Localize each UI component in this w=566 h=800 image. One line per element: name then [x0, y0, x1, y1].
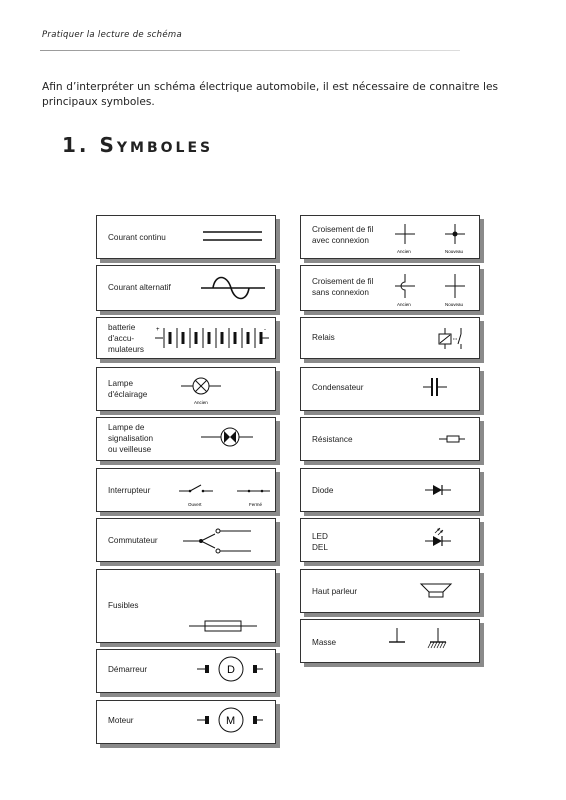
symbol-card-led: [300, 518, 480, 562]
resistor-symbol: [301, 418, 479, 460]
wire-crossing-connected-symbol: [301, 216, 479, 258]
starter-symbol: [97, 650, 275, 692]
wire-crossing-unconnected-symbol: [301, 266, 479, 310]
symbol-label: Courant alternatif: [108, 283, 171, 292]
crossing-old-caption: Ancien: [397, 302, 411, 307]
header-rule: [40, 50, 460, 51]
symbol-card-lighting-lamp: [96, 367, 276, 411]
symbol-card-fuse: [96, 569, 276, 643]
battery-minus-sign: -: [264, 327, 266, 333]
symbol-card-wire-crossing-unconnected: [300, 265, 480, 311]
symbol-label: Lampe d'éclairage: [108, 379, 148, 399]
symbol-card-diode: [300, 468, 480, 512]
lamp-caption: Ancien: [194, 400, 208, 405]
symbol-label: Diode: [312, 486, 334, 495]
section-title: [62, 133, 213, 157]
led-symbol: [301, 519, 479, 561]
symbol-label: batterie d'accu- mulateurs: [108, 323, 144, 354]
starter-letter: D: [227, 664, 235, 676]
symbol-label: LED DEL: [312, 532, 328, 552]
symbol-card-resistor: [300, 417, 480, 461]
section-number: 1.: [62, 133, 90, 157]
intro-paragraph: Afin d’interpréter un schéma électrique automobile, il est nécessaire de connaitre les principaux symboles.: [42, 81, 498, 108]
symbol-label: Condensateur: [312, 383, 364, 392]
symbol-label: Croisement de fil avec connexion: [312, 225, 374, 245]
symbol-card-signal-lamp: [96, 417, 276, 461]
symbol-card-relay: [300, 317, 480, 359]
symbol-label: Masse: [312, 638, 337, 647]
symbol-label: Commutateur: [108, 536, 158, 545]
symbol-label: Relais: [312, 333, 335, 342]
symbol-label: Résistance: [312, 435, 353, 444]
switch-symbol: [97, 469, 275, 511]
crossing-old-caption: Ancien: [397, 249, 411, 254]
running-header: Pratiquer la lecture de schéma: [42, 30, 182, 40]
crossing-new-caption: Nouveau: [445, 249, 464, 254]
crossing-new-caption: Nouveau: [445, 302, 464, 307]
symbol-card-direct-current: [96, 215, 276, 259]
motor-letter: M: [226, 715, 236, 727]
signal-lamp-symbol: [97, 418, 275, 460]
symbol-label: Interrupteur: [108, 486, 151, 495]
symbol-card-wire-crossing-connected: [300, 215, 480, 259]
fuse-symbol: [97, 570, 275, 642]
symbol-card-ground: [300, 619, 480, 663]
section-title-initial: S: [99, 133, 117, 157]
section-title-rest: YMBOLES: [116, 140, 214, 156]
direct-current-symbol: [97, 216, 275, 258]
symbol-card-changeover-switch: [96, 518, 276, 562]
switch-closed-caption: Fermé: [249, 502, 263, 507]
symbol-card-capacitor: [300, 367, 480, 411]
motor-symbol: [97, 701, 275, 743]
symbol-card-motor: [96, 700, 276, 744]
symbol-card-starter: [96, 649, 276, 693]
diode-symbol: [301, 469, 479, 511]
symbol-card-loudspeaker: [300, 569, 480, 613]
capacitor-symbol: [301, 368, 479, 410]
symbol-label: Croisement de fil sans connexion: [312, 277, 374, 297]
symbol-label: Courant continu: [108, 233, 166, 242]
symbol-label: Fusibles: [108, 601, 139, 610]
relay-symbol: [301, 318, 479, 358]
symbol-label: Démarreur: [108, 665, 148, 674]
ground-symbol: [301, 620, 479, 662]
alternating-current-symbol: [97, 266, 275, 310]
symbol-card-switch: [96, 468, 276, 512]
lighting-lamp-symbol: [97, 368, 275, 410]
symbol-card-battery: [96, 317, 276, 359]
changeover-switch-symbol: [97, 519, 275, 561]
battery-plus-sign: +: [156, 327, 160, 333]
battery-symbol: [97, 318, 275, 358]
symbol-label: Haut parleur: [312, 587, 358, 596]
symbol-card-alternating-current: [96, 265, 276, 311]
symbol-label: Moteur: [108, 716, 134, 725]
switch-open-caption: Ouvert: [188, 502, 202, 507]
symbol-label: Lampe de signalisation ou veilleuse: [108, 423, 154, 454]
loudspeaker-symbol: [301, 570, 479, 612]
